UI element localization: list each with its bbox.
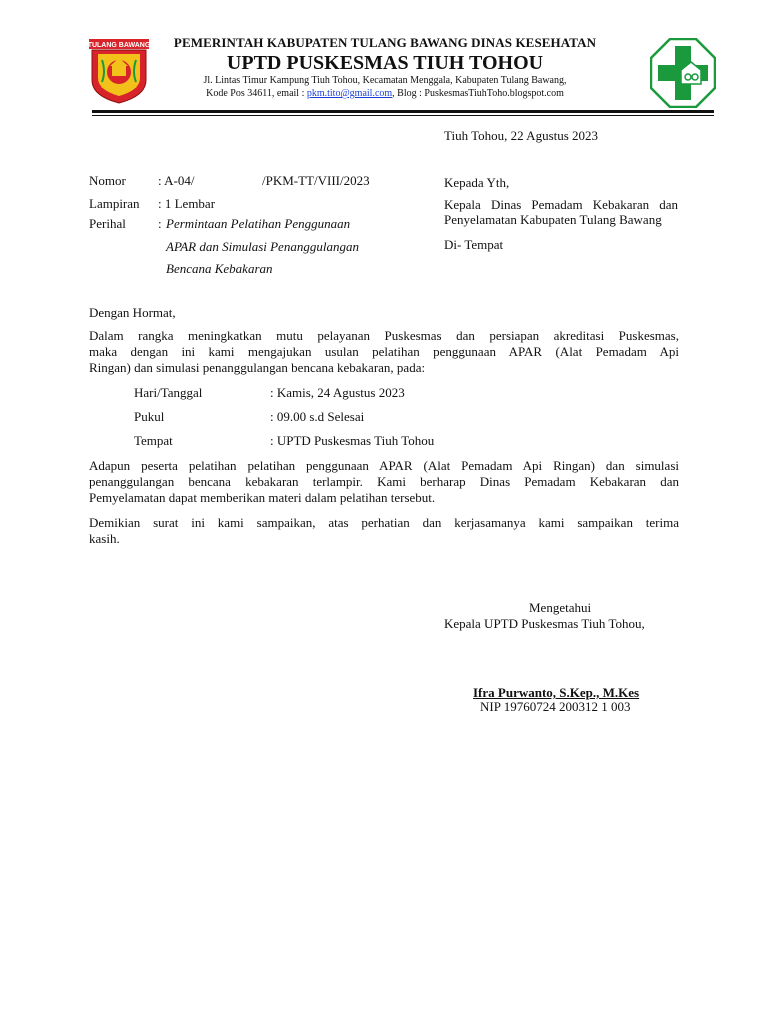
regency-coat-of-arms-icon	[88, 38, 150, 104]
schedule-value-day: : Kamis, 24 Agustus 2023	[270, 385, 405, 400]
meta-label-nomor: Nomor	[89, 173, 126, 188]
email-link[interactable]: pkm.tito@gmail.com	[306, 88, 393, 99]
puskesmas-cross-logo-icon	[650, 38, 716, 108]
paragraph-3-line-1: Demikian surat ini kami sampaikan, atas perhatian dan kerjasamanya kami sampaikan terima	[89, 515, 679, 530]
meta-label-perihal: Perihal	[89, 216, 126, 231]
subject-line-2: APAR dan Simulasi Penanggulangan	[166, 239, 359, 254]
meta-label-lampiran: Lampiran	[89, 196, 140, 211]
address-line-2-suffix: , Blog : PuskesmasTiuhToho.blogspot.com	[392, 88, 564, 99]
logo-banner-text: TULANG BAWANG	[88, 42, 150, 49]
address-line-2	[150, 87, 620, 100]
schedule-label-place: Tempat	[134, 433, 173, 448]
salutation: Dengan Hormat,	[89, 305, 176, 320]
paragraph-1-line-2: maka dengan ini kami mengajukan usulan pelatihan penggunaan APAR (Alat Pemadam Api	[89, 344, 679, 359]
signatory-nip: NIP 19760724 200312 1 003	[480, 699, 631, 714]
meta-value-nomor-suffix: /PKM-TT/VIII/2023	[262, 173, 370, 188]
paragraph-2-line-2: penanggulangan bencana kebakaran terlampir. Kami berharap Dinas Pemadam Kebakaran dan	[89, 474, 679, 489]
recipient-line-1: Kepala Dinas Pemadam Kebakaran dan	[444, 197, 678, 212]
address-line-1: Jl. Lintas Timur Kampung Tiuh Tohou, Kecamatan Menggala, Kabupaten Tulang Bawang,	[203, 75, 567, 86]
organization-name: UPTD PUSKESMAS TIUH TOHOU	[226, 52, 544, 74]
schedule-value-time: : 09.00 s.d Selesai	[270, 409, 365, 424]
government-line: PEMERINTAH KABUPATEN TULANG BAWANG DINAS KESEHATAN	[173, 35, 597, 50]
closing-acknowledge: Mengetahui	[529, 600, 592, 615]
schedule-value-place: : UPTD Puskesmas Tiuh Tohou	[270, 433, 435, 448]
subject-line-1: Permintaan Pelatihan Penggunaan	[166, 216, 351, 231]
paragraph-2-line-1: Adapun peserta pelatihan pelatihan penggunaan APAR (Alat Pemadam Api Ringan) dan simulasi	[89, 458, 679, 473]
paragraph-3-line-2: kasih.	[89, 531, 120, 546]
paragraph-2-line-3: Pemyelamatan dapat memberikan materi dalam pelatihan tersebut.	[89, 490, 436, 505]
recipient-to: Kepada Yth,	[444, 175, 510, 190]
header-rule-thin	[92, 115, 714, 116]
header-rule-thick	[92, 110, 714, 113]
paragraph-1-line-3: Ringan) dan simulasi penanggulangan bencana kebakaran, pada:	[89, 360, 426, 375]
recipient-line-2: Penyelamatan Kabupaten Tulang Bawang	[444, 212, 662, 227]
schedule-label-time: Pukul	[134, 409, 165, 424]
recipient-place: Di- Tempat	[444, 237, 504, 252]
paragraph-1-line-1: Dalam rangka meningkatkan mutu pelayanan Puskesmas dan persiapan akreditasi Puskesmas,	[89, 328, 679, 343]
letter-date: Tiuh Tohou, 22 Agustus 2023	[444, 128, 599, 143]
meta-value-nomor: : A-04/	[158, 173, 195, 188]
closing-position: Kepala UPTD Puskesmas Tiuh Tohou,	[444, 616, 645, 631]
subject-line-3: Bencana Kebakaran	[166, 261, 273, 276]
schedule-label-day: Hari/Tanggal	[134, 385, 203, 400]
address-line-2-prefix: Kode Pos 34611, email :	[206, 88, 307, 99]
signatory-name: Ifra Purwanto, S.Kep., M.Kes	[473, 685, 640, 700]
meta-value-perihal: :	[158, 216, 162, 231]
meta-value-lampiran: : 1 Lembar	[158, 196, 216, 211]
